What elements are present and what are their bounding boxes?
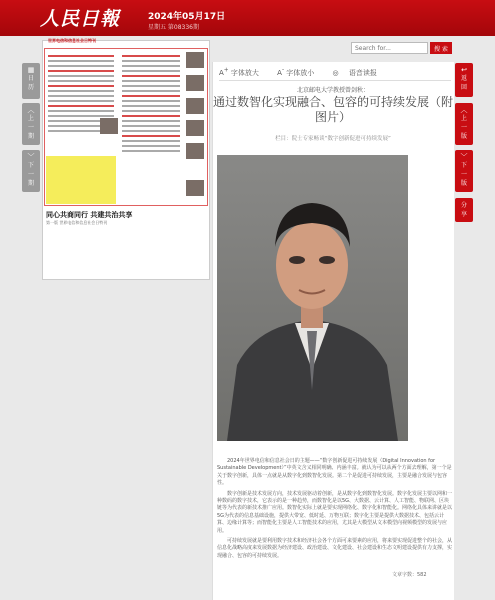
newspaper-logo[interactable]: 人民日報	[40, 8, 121, 30]
font-shrink-button[interactable]: A- 字体放小	[277, 68, 315, 78]
share-button[interactable]	[455, 198, 473, 222]
thumbnail-column-right	[120, 52, 182, 202]
font-enlarge-button[interactable]: A+ 字体放大	[219, 68, 259, 78]
thumbnail-selected-article[interactable]	[46, 156, 116, 204]
down-arrow-icon: ﹀	[27, 153, 35, 161]
next-page-label: 下 一 版	[460, 162, 467, 187]
next-issue-button[interactable]	[22, 150, 40, 192]
thumbnail-column-left	[46, 52, 116, 152]
up-arrow-icon: ︿	[460, 106, 468, 114]
return-button[interactable]	[455, 63, 473, 97]
prev-issue-label: 上 一 期	[27, 115, 34, 140]
site-header	[0, 0, 495, 36]
thumbnail-photo	[186, 180, 204, 196]
word-count: 文章字数：582	[392, 572, 427, 578]
next-issue-label: 下 一 期	[27, 162, 34, 187]
next-page-button[interactable]	[455, 150, 473, 192]
article-paragraph: 数字创新是技术发展方向，技术发展驱动着创新，是从数字化到数智化发展。数字化发展主要以网和一种数码的数字技术，它表示的是一种趋势，而数智化是以5G、大数据、云计算、人工智能、物联网、区块链等为代表的新技术推广应用。数智化实际上就是要实现网络化、数字化和智能化。网络化具体来讲就是以5G为代表的信息基础设施，提供大带宽、低时延、万物互联；数字化主要是提供大数据技术、包括云计算、边缘计算等；而智能化主要是人工智能技术的应用，尤其是大模型从文本模型向视频模型的发展与应用。	[217, 490, 453, 534]
up-arrow-icon: ︿	[27, 106, 35, 114]
calendar-button[interactable]	[22, 63, 40, 99]
article-byline: 栏目：院士专家畅谈“数字创新促进可持续发展”	[275, 136, 391, 142]
return-label: 返 回	[460, 75, 467, 91]
share-label: 分 享	[460, 202, 467, 218]
article-paragraph: 2024年世界电信和信息社会日的主题——“数字创新促进可持续发展（Digital Innovation for Sustainable Development）”中英文含义相同明确、内涵丰富。就认为可以从两个方面去理解，第一个是关于数字创新，具体一点就是从数字化到数智化发展。第二个是促进可持续发展，主要是融合发展与包容性。	[217, 458, 452, 487]
prev-page-button[interactable]	[455, 103, 473, 145]
calendar-icon: ▦	[27, 66, 35, 74]
thumbnail-title: 同心共商同行 共建共治共享	[46, 211, 133, 219]
return-icon: ↩	[461, 66, 467, 74]
issue-date: 2024年05月17日	[148, 12, 226, 22]
voice-read-button[interactable]: ◎ 语音读报	[332, 69, 377, 78]
speaker-icon: ◎	[332, 69, 339, 78]
prev-page-label: 上 一 版	[460, 115, 467, 140]
thumbnail-photo	[186, 143, 204, 159]
prev-issue-button[interactable]	[22, 103, 40, 145]
thumbnail-photo	[186, 120, 204, 136]
down-arrow-icon: ﹀	[460, 153, 468, 161]
article-photo	[217, 155, 408, 441]
thumbnail-photo	[100, 118, 118, 134]
article-tools	[219, 68, 393, 78]
thumbnail-subtitle: 第一版 世界电信和信息社会日特刊	[46, 220, 108, 225]
article-pre-title: 北京邮电大学教授曾剑秋：	[296, 87, 369, 94]
thumbnail-head: 世界电信和信息社会日特刊	[48, 38, 96, 43]
article-title: 通过数智化实现融合、包容的可持续发展（附图片）	[212, 95, 453, 124]
article-body	[217, 458, 453, 563]
calendar-label: 日 历	[27, 75, 34, 91]
thumbnail-photo	[186, 75, 204, 91]
search-button[interactable]: 搜 索	[430, 42, 452, 54]
thumbnail-photo	[186, 98, 204, 114]
issue-number: 星期五 第08336期	[148, 24, 199, 31]
divider	[219, 80, 451, 81]
article-paragraph: 可持续发展就是要利用数字技术和经济社会各个方面可来要素的应用，将来要实现促进整个的社会，从信息化战略高度来发展数据为经济建设、政治建设、文化建设、社会建设和生态文明建设提供有力支撑，实现融合、包容的可持续发展。	[217, 538, 453, 559]
search-input[interactable]	[351, 42, 428, 54]
thumbnail-photo	[186, 52, 204, 68]
portrait-illustration	[217, 155, 408, 441]
